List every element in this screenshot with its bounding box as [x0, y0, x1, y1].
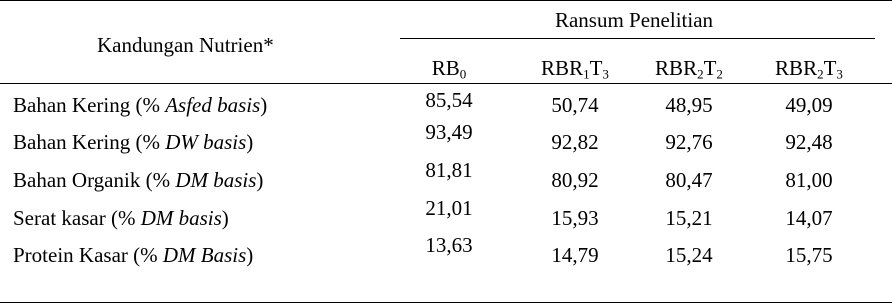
- table-cell: 48,95: [665, 93, 713, 117]
- table-cell: 92,82: [551, 130, 599, 154]
- table-cell: 93,49: [425, 120, 473, 144]
- table-cell: 92,48: [785, 130, 833, 154]
- rule-bottom: [0, 302, 892, 303]
- table-cell: 80,47: [665, 168, 713, 192]
- row-label: Protein Kasar (% DM Basis): [13, 243, 254, 267]
- table-cell: 13,63: [425, 233, 473, 257]
- table-cell: 15,24: [665, 243, 713, 267]
- table-cell: 81,81: [425, 158, 473, 182]
- row-label: Serat kasar (% DM basis): [13, 206, 229, 230]
- table-cell: 15,93: [551, 206, 599, 230]
- table-cell: 92,76: [665, 130, 713, 154]
- table-cell: 49,09: [785, 93, 833, 117]
- row-label: Bahan Kering (% Asfed basis): [13, 93, 268, 117]
- column-header: $RBR_2T_3$: [775, 56, 843, 82]
- row-label: Bahan Kering (% DW basis): [13, 130, 254, 154]
- table-cell: 80,92: [551, 168, 599, 192]
- rule-top: [0, 0, 892, 1]
- table-cell: 15,21: [665, 206, 713, 230]
- group-header: Ransum Penelitian: [554, 8, 714, 32]
- column-header: $RBR_1T_3$: [541, 56, 609, 82]
- rule-group: [400, 38, 875, 39]
- rule-header-bottom: [0, 83, 892, 84]
- column-header: $RBR_2T_2$: [655, 56, 723, 82]
- row-header: Kandungan Nutrien*: [97, 33, 274, 57]
- table-cell: 14,79: [551, 243, 599, 267]
- table-cell: 14,07: [785, 206, 833, 230]
- table-cell: 21,01: [425, 196, 473, 220]
- table-cell: 85,54: [425, 88, 473, 112]
- row-label: Bahan Organik (% DM basis): [13, 168, 264, 192]
- table-cell: 50,74: [551, 93, 599, 117]
- column-header: $RB_0$: [431, 56, 467, 82]
- table-cell: 15,75: [785, 243, 833, 267]
- table-cell: 81,00: [785, 168, 833, 192]
